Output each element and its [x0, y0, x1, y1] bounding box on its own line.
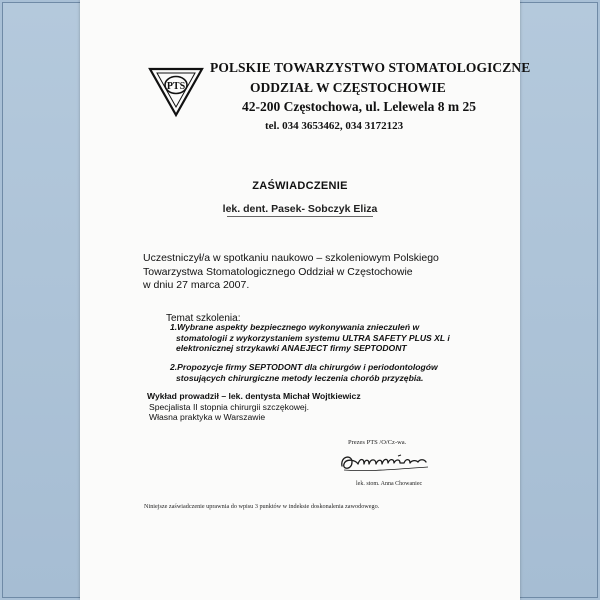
topic-line: 2.Propozycje firmy SEPTODONT dla chirurgów i periodontologów: [170, 362, 438, 372]
logo-text: PTS: [166, 81, 186, 92]
topic-1: [170, 322, 450, 354]
participation-line: Towarzystwa Stomatologicznego Oddział w Częstochowie: [143, 265, 413, 278]
topic-line: stomatologii z wykorzystaniem systemu ULTRA SAFETY PLUS XL i: [176, 332, 450, 343]
lecturer-line: Wykład prowadził – lek. dentysta Michał Wojtkiewicz: [147, 391, 361, 401]
president-title: Prezes PTS /O/Cz-wa.: [348, 439, 407, 446]
org-name: POLSKIE TOWARZYSTWO STOMATOLOGICZNE: [210, 60, 531, 75]
recipient-underline: [227, 216, 373, 217]
signer-name: lek. stom. Anna Chowaniec: [356, 481, 423, 487]
org-phone: tel. 034 3653462, 034 3172123: [265, 120, 404, 132]
org-address: 42-200 Częstochowa, ul. Lelewela 8 m 25: [242, 99, 476, 114]
recipient-name: lek. dent. Pasek- Sobczyk Eliza: [222, 203, 378, 215]
pts-logo-icon: [148, 63, 204, 119]
handwritten-signature: [338, 450, 433, 474]
lecturer-line: Własna praktyka w Warszawie: [149, 412, 266, 422]
certificate-sheet: [80, 0, 531, 600]
topic-line: stosujących chirurgiczne metody leczenia chorób przyzębia.: [176, 372, 424, 383]
participation-line: Uczestniczył/a w spotkaniu naukowo – szkoleniowym Polskiego: [143, 252, 439, 264]
topic-line: 1.Wybrane aspekty bezpiecznego wykonywania znieczuleń w: [170, 322, 420, 332]
certificate-title: ZAŚWIADCZENIE: [252, 180, 348, 192]
footnote: Niniejsze zaświadczenie uprawnia do wpisu 3 punktów w indeksie doskonalenia zawodowego.: [144, 503, 380, 510]
topic-2: [170, 362, 438, 383]
topics-label: Temat szkolenia:: [166, 313, 241, 324]
participation-line: w dniu 27 marca 2007.: [143, 279, 250, 291]
participation-text: [143, 252, 473, 293]
lecturer-line: Specjalista II stopnia chirurgii szczękowej.: [149, 401, 310, 412]
topic-line: elektronicznej strzykawki ANAEJECT firmy SEPTODONT: [176, 343, 407, 353]
lecturer-info: [147, 391, 361, 423]
org-branch: ODDZIAŁ W CZĘSTOCHOWIE: [250, 80, 446, 95]
